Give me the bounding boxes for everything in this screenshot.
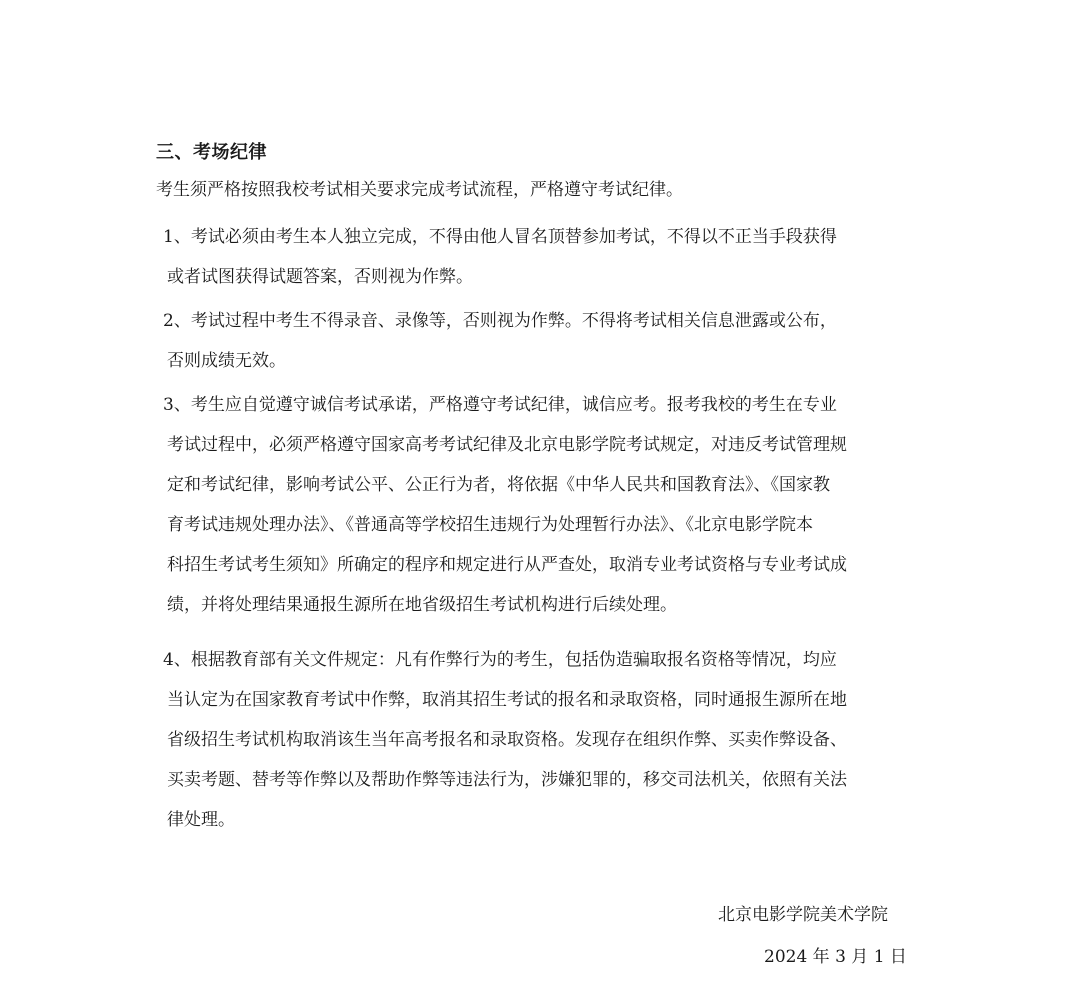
rule-line: 或者试图获得试题答案，否则视为作弊。 xyxy=(167,267,473,287)
rule-line: 律处理。 xyxy=(167,810,235,830)
rule-item-2 xyxy=(163,301,938,381)
rule-line: 4、根据教育部有关文件规定：凡有作弊行为的考生，包括伪造骗取报名资格等情况，均应 xyxy=(163,650,837,670)
signature-org: 北京电影学院美术学院 xyxy=(718,905,888,925)
rule-line: 买卖考题、替考等作弊以及帮助作弊等违法行为，涉嫌犯罪的，移交司法机关，依照有关法 xyxy=(167,770,847,790)
rule-line: 1、考试必须由考生本人独立完成，不得由他人冒名顶替参加考试，不得以不正当手段获得 xyxy=(163,227,837,247)
rule-item-1 xyxy=(163,217,938,297)
section-heading: 三、考场纪律 xyxy=(156,142,267,163)
rule-line: 绩，并将处理结果通报生源所在地省级招生考试机构进行后续处理。 xyxy=(167,595,677,615)
rule-item-3 xyxy=(163,385,938,625)
rule-line: 当认定为在国家教育考试中作弊，取消其招生考试的报名和录取资格，同时通报生源所在地 xyxy=(167,690,847,710)
rule-line: 科招生考试考生须知》所确定的程序和规定进行从严查处，取消专业考试资格与专业考试成 xyxy=(167,555,847,575)
rule-line: 育考试违规处理办法》、《普通高等学校招生违规行为处理暂行办法》、《北京电影学院本 xyxy=(167,515,813,535)
rule-line: 否则成绩无效。 xyxy=(167,351,286,371)
rule-line: 3、考生应自觉遵守诚信考试承诺，严格遵守考试纪律，诚信应考。报考我校的考生在专业 xyxy=(163,395,837,415)
rule-line: 2、考试过程中考生不得录音、录像等，否则视为作弊。不得将考试相关信息泄露或公布， xyxy=(163,311,837,331)
rule-line: 考试过程中，必须严格遵守国家高考考试纪律及北京电影学院考试规定，对违反考试管理规 xyxy=(167,435,847,455)
rule-item-4 xyxy=(163,640,938,840)
rule-line: 省级招生考试机构取消该生当年高考报名和录取资格。发现存在组织作弊、买卖作弊设备、 xyxy=(167,730,847,750)
signature-date: 2024 年 3 月 1 日 xyxy=(764,947,907,967)
rule-line: 定和考试纪律，影响考试公平、公正行为者，将依据《中华人民共和国教育法》、《国家教 xyxy=(167,475,830,495)
intro-paragraph: 考生须严格按照我校考试相关要求完成考试流程，严格遵守考试纪律。 xyxy=(156,180,683,200)
